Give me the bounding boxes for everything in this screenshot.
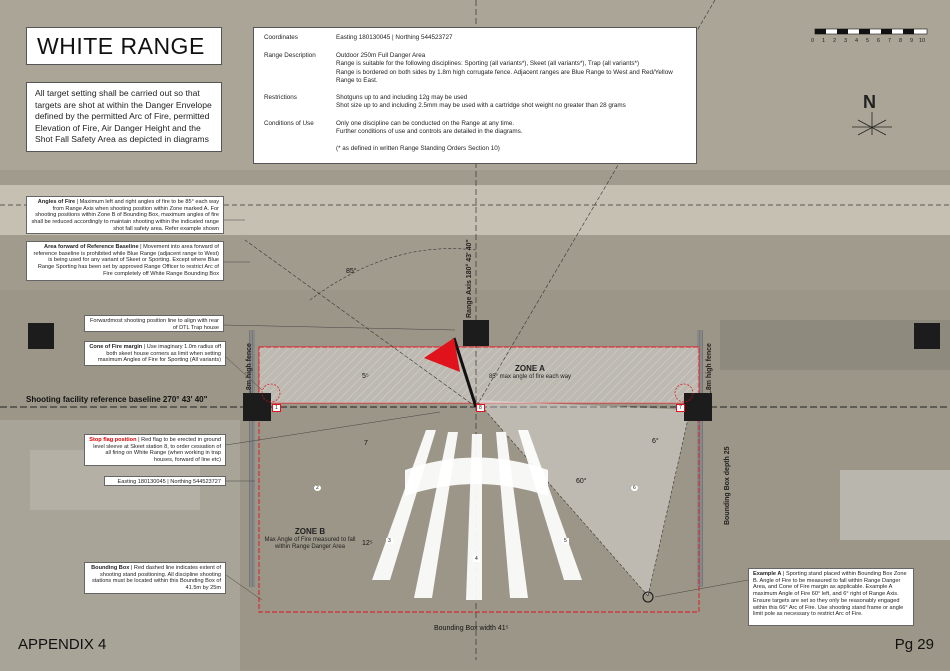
- station-marker: 3: [388, 538, 391, 544]
- range-axis-label: Range Axis 180° 43' 40": [466, 239, 473, 318]
- dim-7-label: 7: [364, 440, 368, 447]
- dim-5-label: 5⁵: [362, 373, 369, 380]
- forward-area-note: [26, 241, 224, 281]
- scale-tick: 7: [888, 38, 892, 44]
- trap-house: [463, 320, 489, 346]
- angle-60-label: 60°: [576, 478, 587, 485]
- station-marker: 6: [633, 485, 636, 491]
- stop-flag-title: Stop flag position: [89, 437, 137, 443]
- forward-title: Area forward of Reference Baseline: [44, 244, 139, 250]
- restrictions-line: Shotguns up to and including 12g may be used: [336, 94, 468, 101]
- forwardmost-note: [84, 315, 224, 332]
- bbox-depth-label: Bounding Box depth 25: [724, 446, 731, 525]
- scale-tick: 6: [877, 38, 881, 44]
- conditions-label: Conditions of Use: [264, 120, 314, 127]
- station-marker: 7: [676, 404, 685, 412]
- range-desc-line: Range to East.: [336, 77, 378, 85]
- conditions-line: Only one discipline can be conducted on the Range at any time.: [336, 120, 515, 127]
- restrictions-label: Restrictions: [264, 94, 297, 101]
- scale-tick: 10: [919, 38, 926, 44]
- red-range-house: [914, 323, 940, 349]
- scale-tick: 5: [866, 38, 870, 44]
- reference-baseline-label: Shooting facility reference baseline 270° 43' 40": [26, 395, 208, 404]
- example-a-note: [748, 568, 914, 626]
- example-text: | Sporting stand placed within Bounding Box Zone B. Angle of Fire to be measured to fall within Range Danger Area, and Cone of Fire margin as applicable. Example A maximum Angle of Fire 60° left, and 6° right of Range Axis. Ensure targets are set so they only be reasonably engaged within this 66° Arc of Fire. Use shooting stand frame or angle limit pole as necessary to restrict Arc of Fire.: [753, 571, 907, 618]
- scale-tick: 1: [822, 38, 826, 44]
- cone-title: Cone of Fire margin: [89, 344, 143, 350]
- angle-6-label: 6°: [652, 438, 659, 445]
- conditions-line: [336, 137, 686, 145]
- station-marker: 5: [564, 538, 567, 544]
- right-building: [840, 470, 950, 540]
- conditions-text: [336, 120, 686, 154]
- bounding-box-note: [84, 562, 226, 594]
- example-title: Example A: [753, 571, 782, 577]
- zone-a-subtitle: 85° max angle of fire each way: [488, 374, 572, 380]
- angle-85-label: 85°: [346, 268, 357, 275]
- angles-text: | Maximum left and right angles of fire to be 85° each way from Range Axis when shooting position within Zone marked A. For shooting positions within Zone B of Bounding Box, maximum angles of fire shall be reduced accordingly to maintain shooting within the indicated range shot fall safety area. Refer example shown: [31, 199, 219, 232]
- angles-title: Angles of Fire: [37, 199, 76, 205]
- skeet-house-right: [684, 393, 712, 421]
- range-desc-line: Range is suitable for the following disciplines: Sporting (all variants*), Skeet (all variants*), Trap (all variants*): [336, 60, 640, 68]
- left-fence-label: 1.8m high fence: [246, 343, 253, 396]
- scale-tick: 0: [811, 38, 815, 44]
- angles-of-fire-note: [26, 196, 224, 234]
- station-marker: 1: [272, 404, 281, 412]
- forwardmost-text: Forwardmost shooting position line to align with rear of DTL Trap house: [89, 318, 219, 331]
- range-desc-line: Range is bordered on both sides by 1.8m high corrugate fence. Adjacent ranges are Blue Range to West and Red/Yellow: [336, 68, 673, 76]
- range-description-text: [336, 52, 686, 86]
- north-label: N: [863, 92, 876, 112]
- page-number: Pg 29: [894, 636, 934, 653]
- cone-text: | Use imaginary 1.0m radius off both skeet house corners as limit when setting maximum Angles of Fire for Sporting (All variants): [97, 344, 221, 364]
- coordinates-value: Easting 180130045 | Northing 544523727: [336, 34, 453, 41]
- restrictions-line: Shot size up to and including 2.5mm may be used with a cartridge shot weight no greater than 28 grams: [336, 102, 626, 110]
- title-box: [26, 27, 222, 65]
- zone-b-subtitle: Max Angle of Fire measured to fall within Range Danger Area: [264, 537, 356, 550]
- easting-text: Easting 180130045 | Northing 544523727: [117, 479, 221, 485]
- appendix-label: APPENDIX 4: [18, 636, 107, 653]
- dim-12-label: 12⁵: [362, 540, 373, 547]
- scale-bar: [815, 29, 927, 34]
- range-description-label: Range Description: [264, 52, 316, 59]
- conditions-line: (* as defined in written Range Standing Orders Section 10): [336, 145, 500, 153]
- range-desc-line: Outdoor 250m Full Danger Area: [336, 52, 426, 59]
- cone-margin-note: [84, 341, 226, 366]
- page-title: WHITE RANGE: [37, 33, 205, 59]
- coordinates-label: Coordinates: [264, 34, 298, 41]
- scale-tick: 8: [899, 38, 903, 44]
- zone-b-label: ZONE B: [294, 527, 326, 536]
- scale-tick: 4: [855, 38, 859, 44]
- scale-tick: 2: [833, 38, 837, 44]
- intro-note: All target setting shall be carried out so that targets are shot at within the Danger Envelope defined by the permitted Arc of Fire, permitted Elevation of Fire, Air Danger Height and the Shot Fall Safety Area as depicted in diagrams: [26, 82, 222, 152]
- zone-a-label: ZONE A: [515, 364, 545, 373]
- right-fence-label: 1.8m high fence: [706, 343, 713, 396]
- forward-text: | Movement into area forward of reference baseline is prohibited while Blue Range (adjacent range to West) is being used for any variant of Skeet or Sporting. Except where Blue Range Sporting has been set by approved Range Officer to restrict Arc of Fire completely off White Range Bounding Box: [33, 244, 219, 277]
- blue-range-house: [28, 323, 54, 349]
- station-marker: 4: [475, 556, 478, 562]
- scale-tick: 9: [910, 38, 914, 44]
- station-marker: 8: [476, 404, 485, 412]
- easting-note: [104, 476, 226, 486]
- stop-flag-text: | Red flag to be erected in ground level sleeve at Skeet station 8, to order cessation of all firing on White Range (when working in trap houses, forward of line etc): [93, 437, 221, 464]
- bbox-title: Bounding Box: [91, 565, 130, 571]
- range-info-panel: [253, 27, 697, 164]
- restrictions-text: [336, 94, 686, 111]
- conditions-line: Further conditions of use and controls are detailed in the diagrams.: [336, 128, 523, 136]
- scale-tick: 3: [844, 38, 848, 44]
- station-marker: 2: [316, 485, 319, 491]
- bbox-width-label: Bounding Box width 41⁵: [434, 625, 509, 632]
- skeet-house-left: [243, 393, 271, 421]
- bbox-text: | Red dashed line indicates extent of shooting stand positioning. All discipline shooting stations must be located within this Bounding Box of 41.5m by 25m: [91, 565, 221, 592]
- stop-flag-note: [84, 434, 226, 466]
